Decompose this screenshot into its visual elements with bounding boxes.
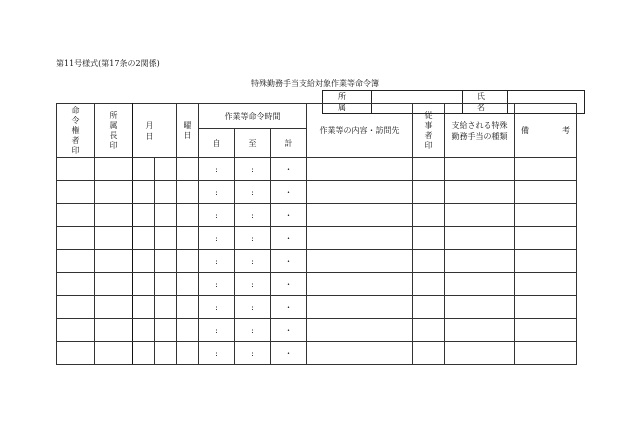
month-cell[interactable] [133,250,155,273]
worker-seal-cell[interactable] [413,296,445,319]
month-cell[interactable] [133,342,155,365]
orderer-seal-header [57,104,95,158]
allowance-type-cell[interactable] [445,158,515,181]
remarks-cell[interactable] [515,342,577,365]
table-row [57,227,577,250]
allowance-type-cell[interactable] [445,342,515,365]
dept-head-seal-cell[interactable] [95,227,133,250]
table-row [57,273,577,296]
allowance-type-cell[interactable] [445,319,515,342]
worker-seal-cell[interactable] [413,181,445,204]
content-cell[interactable] [307,204,413,227]
worker-seal-label: 従 事 者 印 [424,110,433,150]
time-to-cell[interactable] [235,181,271,204]
worker-seal-cell[interactable] [413,319,445,342]
content-cell[interactable] [307,181,413,204]
time-to-cell[interactable] [235,158,271,181]
table-row [57,204,577,227]
month-day-header: 月 日 [133,104,177,158]
allowance-type-line1: 支給される特殊 [451,120,508,130]
weekday-cell[interactable] [177,227,199,250]
remarks-label-right: 考 [562,126,570,135]
month-cell[interactable] [133,158,155,181]
time-to-cell[interactable] [235,273,271,296]
orderer-seal-label: 命 令 権 者 印 [71,105,80,155]
orderer-seal-cell[interactable] [57,227,95,250]
time-colon: : [215,210,218,220]
day-cell[interactable] [155,158,177,181]
month-cell[interactable] [133,273,155,296]
worker-seal-cell[interactable] [413,158,445,181]
month-cell[interactable] [133,319,155,342]
day-cell[interactable] [155,250,177,273]
dept-label: 所 属 [323,91,372,114]
orderer-seal-cell[interactable] [57,342,95,365]
time-total-dot: ・ [284,325,293,335]
orderer-seal-cell[interactable] [57,204,95,227]
time-colon: : [215,348,218,358]
day-cell[interactable] [155,273,177,296]
time-total-cell[interactable] [271,158,307,181]
work-time-header: 作業等命令時間 [199,104,307,129]
time-from-cell[interactable] [199,319,235,342]
time-colon: : [215,256,218,266]
month-cell[interactable] [133,181,155,204]
time-colon: : [251,256,254,266]
time-total-dot: ・ [284,164,293,174]
dept-head-seal-cell[interactable] [95,319,133,342]
time-to-header: 至 [235,129,271,158]
time-total-cell[interactable] [271,227,307,250]
time-to-cell[interactable] [235,342,271,365]
name-label: 氏 名 [463,91,508,114]
remarks-cell[interactable] [515,319,577,342]
orderer-seal-cell[interactable] [57,181,95,204]
time-to-cell[interactable] [235,319,271,342]
weekday-cell[interactable] [177,250,199,273]
day-cell[interactable] [155,204,177,227]
weekday-cell[interactable] [177,158,199,181]
time-total-cell[interactable] [271,273,307,296]
time-total-dot: ・ [284,187,293,197]
day-cell[interactable] [155,181,177,204]
remarks-cell[interactable] [515,250,577,273]
remarks-label-left: 備 [521,126,529,135]
weekday-cell[interactable] [177,204,199,227]
content-cell[interactable] [307,158,413,181]
dept-head-seal-header [95,104,133,158]
worker-seal-cell[interactable] [413,250,445,273]
page-title: 特殊勤務手当支給対象作業等命令簿 [251,79,379,88]
day-cell[interactable] [155,296,177,319]
allowance-type-line2: 勤務手当の種類 [451,131,508,141]
time-colon: : [251,233,254,243]
weekday-cell[interactable] [177,342,199,365]
remarks-header [515,104,577,158]
time-colon: : [215,187,218,197]
time-from-cell[interactable] [199,181,235,204]
dept-head-seal-cell[interactable] [95,158,133,181]
time-colon: : [251,348,254,358]
remarks-cell[interactable] [515,296,577,319]
time-total-dot: ・ [284,233,293,243]
time-from-cell[interactable] [199,250,235,273]
table-row [57,181,577,204]
dept-head-seal-cell[interactable] [95,204,133,227]
table-row [57,158,577,181]
time-total-dot: ・ [284,256,293,266]
time-from-cell[interactable] [199,158,235,181]
time-total-dot: ・ [284,210,293,220]
orderer-seal-cell[interactable] [57,296,95,319]
worker-seal-cell[interactable] [413,273,445,296]
time-colon: : [215,302,218,312]
day-cell[interactable] [155,342,177,365]
table-row [57,296,577,319]
time-colon: : [215,233,218,243]
time-colon: : [251,279,254,289]
time-colon: : [251,325,254,335]
allowance-type-cell[interactable] [445,296,515,319]
content-cell[interactable] [307,227,413,250]
time-total-cell[interactable] [271,319,307,342]
month-cell[interactable] [133,204,155,227]
weekday-header [177,104,199,158]
allowance-type-cell[interactable] [445,227,515,250]
remarks-cell[interactable] [515,227,577,250]
time-total-dot: ・ [284,302,293,312]
time-colon: : [215,164,218,174]
time-from-header: 自 [199,129,235,158]
month-cell[interactable] [133,296,155,319]
dept-head-seal-cell[interactable] [95,273,133,296]
content-cell[interactable] [307,342,413,365]
time-colon: : [251,210,254,220]
allowance-type-cell[interactable] [445,250,515,273]
time-total-cell[interactable] [271,342,307,365]
time-from-cell[interactable] [199,227,235,250]
worker-seal-header [413,104,445,158]
time-from-cell[interactable] [199,273,235,296]
content-cell[interactable] [307,296,413,319]
time-to-cell[interactable] [235,296,271,319]
allowance-type-cell[interactable] [445,181,515,204]
weekday-label: 曜 日 [183,120,192,140]
dept-head-seal-label: 所 属 長 印 [109,110,118,150]
worker-seal-cell[interactable] [413,204,445,227]
time-total-cell[interactable] [271,250,307,273]
allowance-type-cell[interactable] [445,273,515,296]
time-from-cell[interactable] [199,342,235,365]
allowance-type-cell[interactable] [445,204,515,227]
form-number: 第11号様式(第17条の2関係) [56,59,160,68]
time-total-dot: ・ [284,348,293,358]
ledger-body [57,158,577,365]
time-colon: : [251,187,254,197]
remarks-cell[interactable] [515,181,577,204]
time-from-cell[interactable] [199,204,235,227]
table-row [57,319,577,342]
dept-head-seal-cell[interactable] [95,296,133,319]
content-cell[interactable] [307,273,413,296]
table-row [57,250,577,273]
day-cell[interactable] [155,227,177,250]
weekday-cell[interactable] [177,273,199,296]
remarks-cell[interactable] [515,204,577,227]
time-to-cell[interactable] [235,227,271,250]
allowance-type-header [445,104,515,158]
time-colon: : [215,325,218,335]
time-total-cell[interactable] [271,296,307,319]
weekday-cell[interactable] [177,296,199,319]
worker-seal-cell[interactable] [413,342,445,365]
day-cell[interactable] [155,319,177,342]
table-row [57,342,577,365]
month-cell[interactable] [133,227,155,250]
orderer-seal-cell[interactable] [57,319,95,342]
time-total-dot: ・ [284,279,293,289]
time-colon: : [251,302,254,312]
weekday-cell[interactable] [177,181,199,204]
time-from-cell[interactable] [199,296,235,319]
time-colon: : [215,279,218,289]
content-cell[interactable] [307,250,413,273]
time-colon: : [251,164,254,174]
time-total-cell[interactable] [271,181,307,204]
time-to-cell[interactable] [235,204,271,227]
orderer-seal-cell[interactable] [57,158,95,181]
order-ledger-table [56,103,577,365]
dept-head-seal-cell[interactable] [95,342,133,365]
content-cell[interactable] [307,319,413,342]
time-total-cell[interactable] [271,204,307,227]
dept-head-seal-cell[interactable] [95,250,133,273]
remarks-cell[interactable] [515,273,577,296]
content-header: 作業等の内容・訪問先 [307,104,413,158]
time-total-header: 計 [271,129,307,158]
orderer-seal-cell[interactable] [57,273,95,296]
remarks-cell[interactable] [515,158,577,181]
orderer-seal-cell[interactable] [57,250,95,273]
weekday-cell[interactable] [177,319,199,342]
time-to-cell[interactable] [235,250,271,273]
worker-seal-cell[interactable] [413,227,445,250]
dept-head-seal-cell[interactable] [95,181,133,204]
